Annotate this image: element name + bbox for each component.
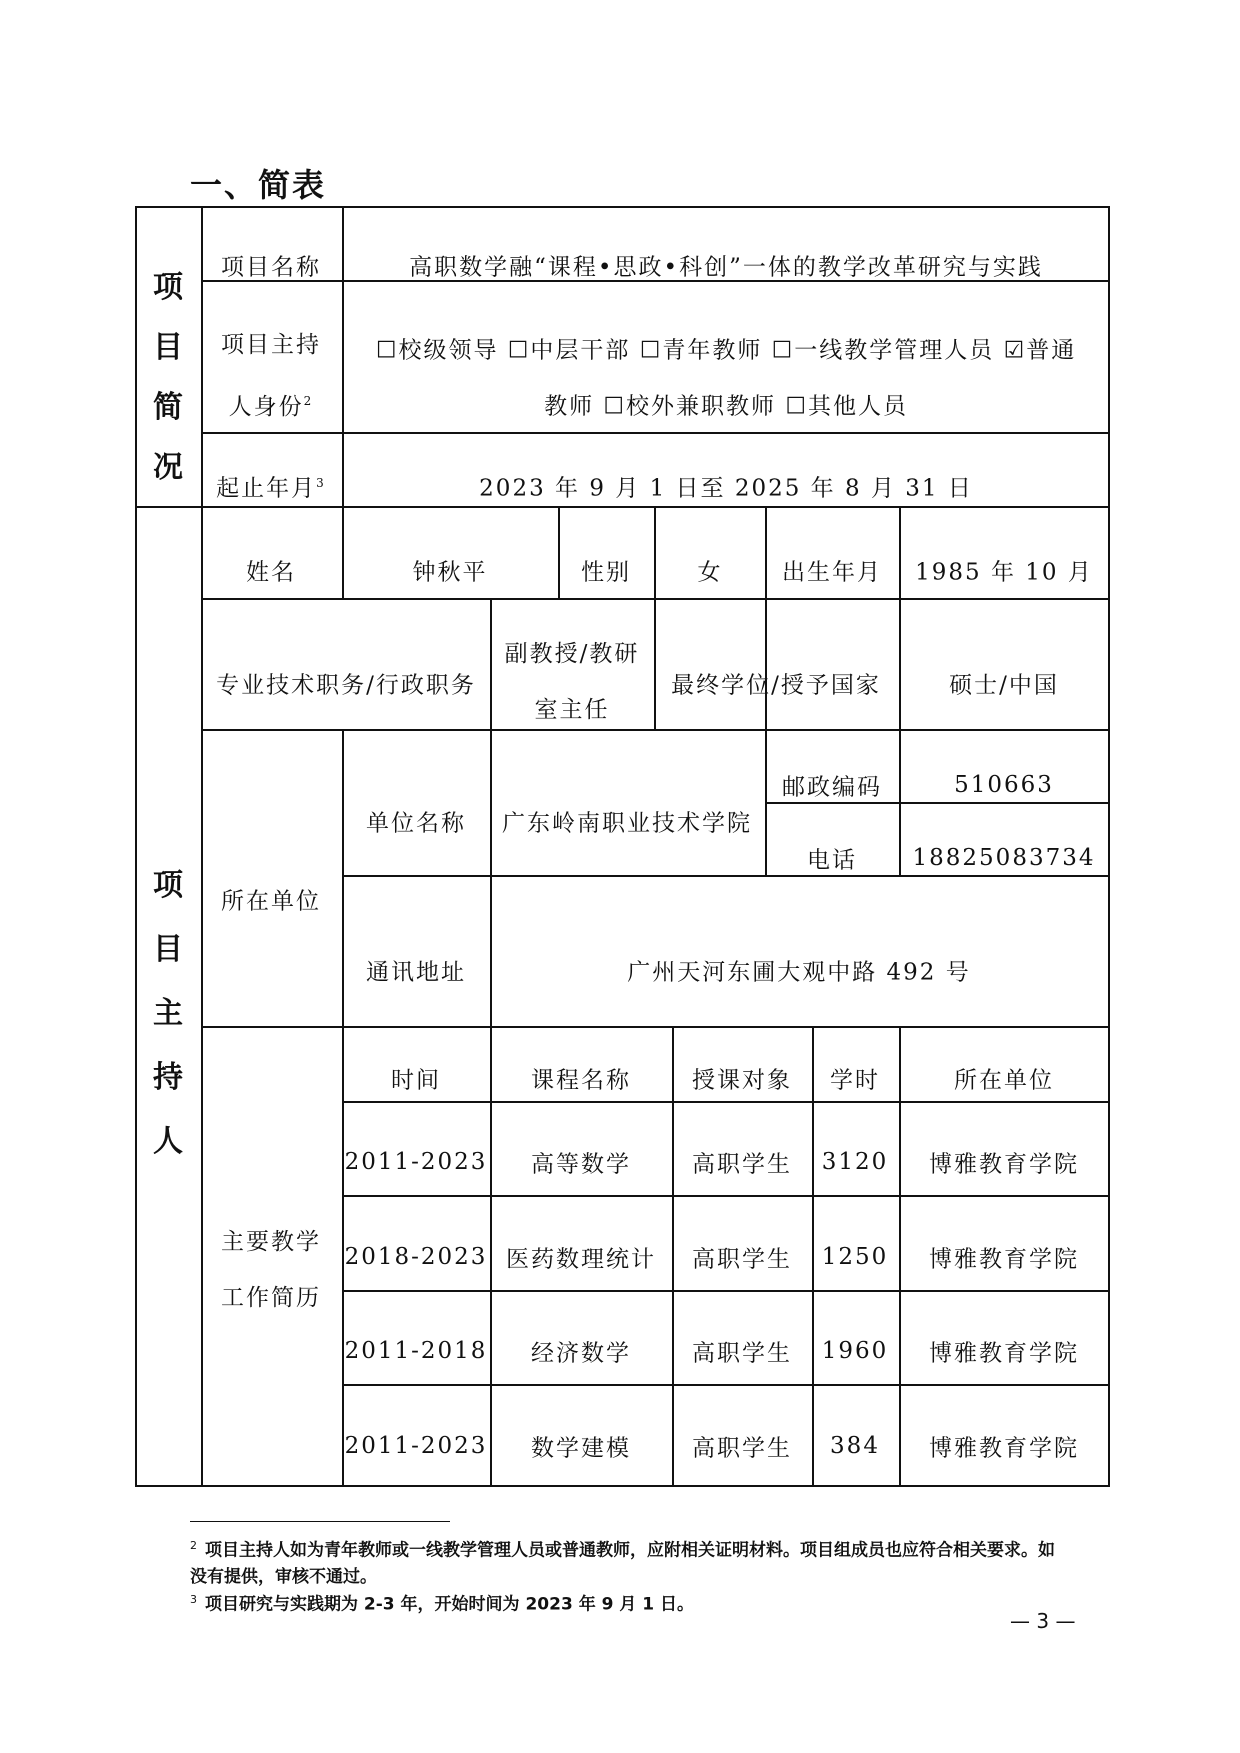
teaching-cell-unit: 博雅教育学院 (929, 1151, 1079, 1178)
teaching-header-audience: 授课对象 (692, 1067, 792, 1094)
teaching-cell-time: 2011-2018 (344, 1338, 488, 1364)
section1-row-line (201, 432, 1110, 434)
footnote-3: $^3$ 项目研究与实践期为 2-3 年，开始时间为 2023 年 9 月 1 日。 (190, 1593, 695, 1615)
cell-divider (765, 729, 767, 877)
section-label-project-overview (153, 262, 183, 486)
section-label-char: 主 (153, 996, 183, 1031)
degree-label: 最终学位/授予国家 (671, 672, 881, 699)
project-name-label: 项目名称 (221, 254, 321, 281)
cell-divider (812, 1026, 814, 1487)
identity-option-teaching-admin[interactable]: ☐一线教学管理人员 (771, 337, 995, 364)
teaching-cell-hours: 3120 (821, 1149, 889, 1175)
name-label: 姓名 (246, 559, 296, 586)
teaching-row-line (342, 1290, 1110, 1292)
teaching-cell-course: 经济数学 (531, 1340, 631, 1367)
identity-option-young-teacher[interactable]: ☐青年教师 (639, 337, 763, 364)
teaching-header-course: 课程名称 (531, 1067, 631, 1094)
cell-divider (490, 598, 492, 1487)
teaching-cell-hours: 384 (830, 1433, 880, 1459)
postcode-label: 邮政编码 (782, 774, 882, 801)
teaching-cell-course: 医药数理统计 (506, 1246, 656, 1273)
checkbox-empty-icon[interactable]: ☐ (785, 393, 808, 420)
section-label-char: 持 (153, 1060, 183, 1095)
birth-value: 1985 年 10 月 (915, 559, 1093, 586)
cell-divider (899, 506, 901, 877)
teaching-row-line (342, 1195, 1110, 1197)
footnote-ref: 2 (303, 394, 314, 409)
teaching-cell-time: 2018-2023 (344, 1244, 488, 1270)
table-border-right (1108, 206, 1110, 1487)
unit-label: 所在单位 (221, 888, 321, 915)
teaching-cell-hours: 1250 (821, 1244, 889, 1270)
teaching-cell-audience: 高职学生 (692, 1151, 792, 1178)
unit-name-label: 单位名称 (366, 810, 466, 837)
identity-option-ordinary-teacher[interactable]: ☑普通 (1003, 337, 1077, 364)
section-label-char: 项 (153, 868, 183, 903)
phone-label: 电话 (807, 847, 857, 874)
cell-divider (342, 729, 344, 1487)
footnote-separator (190, 1521, 450, 1522)
checkbox-empty-icon[interactable]: ☐ (639, 337, 663, 364)
cell-divider (558, 506, 560, 600)
section-label-char: 简 (153, 390, 183, 425)
period-label: 起止年月$^3$ (216, 475, 326, 502)
identity-options-line2 (544, 388, 908, 421)
title-value: 副教授/教研 室主任 (504, 641, 640, 723)
host-row-line (201, 729, 1110, 731)
host-row-line (765, 802, 1110, 804)
teaching-header-time: 时间 (391, 1067, 441, 1094)
section-label-char: 目 (153, 330, 183, 365)
teaching-cell-hours: 1960 (821, 1338, 889, 1364)
teaching-cell-unit: 博雅教育学院 (929, 1340, 1079, 1367)
host-row-line (342, 875, 1110, 877)
table-border-bottom (135, 1485, 1110, 1487)
identity-options-line1 (376, 332, 1076, 365)
section-label-char: 项 (153, 270, 183, 305)
teaching-header-hours: 学时 (830, 1067, 880, 1094)
cell-divider (899, 1026, 901, 1487)
identity-option-other[interactable]: ☐其他人员 (785, 393, 908, 420)
section-label-char: 况 (153, 450, 183, 485)
identity-option-ordinary-teacher-cont: 教师 (544, 393, 595, 420)
section-label-char: 人 (153, 1124, 183, 1159)
teaching-cell-course: 数学建模 (531, 1435, 631, 1462)
teaching-cell-audience: 高职学生 (692, 1340, 792, 1367)
project-name-value: 高职数学融“课程•思政•科创”一体的教学改革研究与实践 (409, 254, 1043, 281)
teaching-cell-audience: 高职学生 (692, 1435, 792, 1462)
phone-value: 18825083734 (912, 845, 1096, 871)
identity-option-external-teacher[interactable]: ☐校外兼职教师 (603, 393, 776, 420)
address-value: 广州天河东圃大观中路 492 号 (627, 959, 971, 986)
cell-divider (654, 598, 656, 729)
section-divider (135, 506, 1110, 508)
teaching-cell-unit: 博雅教育学院 (929, 1435, 1079, 1462)
name-value: 钟秋平 (412, 559, 488, 586)
identity-option-middle-cadre[interactable]: ☐中层干部 (507, 337, 631, 364)
teaching-row-line (342, 1384, 1110, 1386)
page-heading: 一、简表 (190, 166, 327, 204)
checkbox-empty-icon[interactable]: ☐ (507, 337, 531, 364)
teaching-history-label: 主要教学 工作简历 (221, 1229, 321, 1311)
checkbox-checked-icon[interactable]: ☑ (1003, 337, 1027, 364)
host-identity-label-line2: 人身份 (228, 393, 304, 420)
cell-divider (654, 506, 656, 600)
checkbox-empty-icon[interactable]: ☐ (603, 393, 626, 420)
checkbox-empty-icon[interactable]: ☐ (771, 337, 795, 364)
cell-divider (342, 506, 344, 600)
host-row-line (201, 1026, 1110, 1028)
teaching-row-line (342, 1101, 1110, 1103)
page-number: — 3 — (1010, 1609, 1076, 1633)
degree-value: 硕士/中国 (949, 672, 1059, 699)
footnote-ref: 3 (316, 475, 326, 490)
identity-option-school-leader[interactable]: ☐校级领导 (375, 337, 499, 364)
teaching-cell-course: 高等数学 (531, 1151, 631, 1178)
period-value: 2023 年 9 月 1 日至 2025 年 8 月 31 日 (479, 475, 973, 502)
section-label-char: 目 (153, 932, 183, 967)
unit-name-value: 广东岭南职业技术学院 (502, 810, 752, 837)
section-label-project-host (153, 860, 183, 1160)
teaching-cell-time: 2011-2023 (344, 1433, 488, 1459)
address-label: 通讯地址 (366, 959, 466, 986)
teaching-cell-unit: 博雅教育学院 (929, 1246, 1079, 1273)
gender-value: 女 (697, 559, 723, 586)
cell-divider (672, 1026, 674, 1487)
host-identity-label-line1: 项目主持 (221, 332, 321, 359)
postcode-value: 510663 (954, 772, 1054, 798)
host-identity-label (221, 317, 321, 435)
section-label-divider (201, 206, 203, 1487)
gender-label: 性别 (581, 559, 631, 586)
checkbox-empty-icon[interactable]: ☐ (375, 337, 399, 364)
teaching-cell-audience: 高职学生 (692, 1246, 792, 1273)
teaching-header-unit: 所在单位 (954, 1067, 1054, 1094)
footnote-2: $^2$ 项目主持人如为青年教师或一线教学管理人员或普通教师，应附相关证明材料。项目组成员也应符合相关要求。如没有提供，审核不通过。 (190, 1539, 1055, 1587)
teaching-cell-time: 2011-2023 (344, 1149, 488, 1175)
section1-label-divider (342, 206, 344, 508)
title-label: 专业技术职务/行政职务 (216, 672, 476, 699)
table-border-top (135, 206, 1110, 208)
table-border-left (135, 206, 137, 1487)
birth-label: 出生年月 (782, 559, 882, 586)
